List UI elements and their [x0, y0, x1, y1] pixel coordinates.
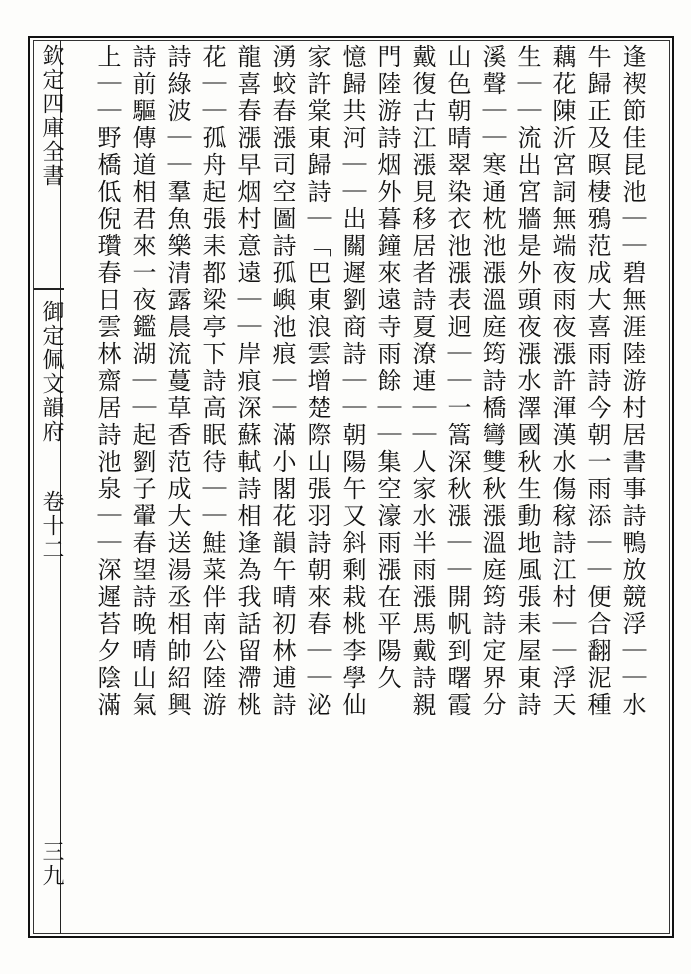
margin-divider: [34, 288, 64, 290]
text-column: 牛歸正及暝棲鴉范成大喜雨詩今朝一雨添｜｜便合翻泥種: [583, 44, 611, 719]
text-column: 逢禊節佳昆池｜｜碧無涯陸游村居書事詩鴨放競浮｜｜水: [618, 44, 646, 719]
text-column: 戴復古江漲見移居者詩夏潦連｜｜人家水半雨漲馬戴詩親: [408, 44, 436, 719]
text-column: 龍喜春漲早烟村意遠｜｜岸痕深蘇軾詩相逢為我話留滯桃: [233, 44, 261, 719]
text-column: 憶歸共河｜｜出關遲劉商詩｜｜朝陽午又斜剩栽桃李學仙: [338, 44, 366, 719]
text-column: 上｜｜野橋低倪瓚春日雲林齋居詩池泉｜｜深遲苔夕陰滿: [93, 44, 121, 719]
text-column: 生｜｜流出宮牆是外頭夜漲水澤國秋生動地風張耒屋東詩: [513, 44, 541, 719]
text-column: 溪聲｜｜寒通枕池漲溫庭筠詩橋彎雙秋漲溫庭筠詩定界分: [478, 44, 506, 719]
text-column: 藕花陳沂宮詞無端夜雨夜漲許渾漢水傷稼詩江村｜｜浮天: [548, 44, 576, 719]
text-column: 詩綠波｜｜羣魚樂清露晨流蔓草香范成大送湯丞相帥紹興: [163, 44, 191, 719]
page-number: 三九: [39, 840, 64, 888]
text-column: 家許棠東歸詩｜「巴東浪雲增楚際山張羽詩朝來春｜｜泌: [303, 44, 331, 719]
volume-label: 卷十二: [39, 490, 64, 562]
text-column: 花｜｜孤舟起張耒都梁亭下詩高眠待｜｜鮭菜伴南公陸游: [198, 44, 226, 719]
section-title: 御定佩文韻府: [39, 300, 64, 444]
text-column: 門陸游詩烟外暮鐘來遠寺雨餘｜｜集空濠雨漲在平陽久: [373, 44, 401, 692]
book-title: 欽定四庫全書: [39, 44, 64, 188]
text-column: 山色朝晴翠染衣池漲表迥｜｜一篙深秋漲｜｜開帆到曙霞: [443, 44, 471, 719]
text-column: 詩前驅傳道相君來一夜鑑湖｜｜起劉子翬春望詩晚晴山氣: [128, 44, 156, 719]
text-column: 湧蛟春漲司空圖詩孤嶼池痕｜｜滿小閣花韻午晴初林逋詩: [268, 44, 296, 719]
